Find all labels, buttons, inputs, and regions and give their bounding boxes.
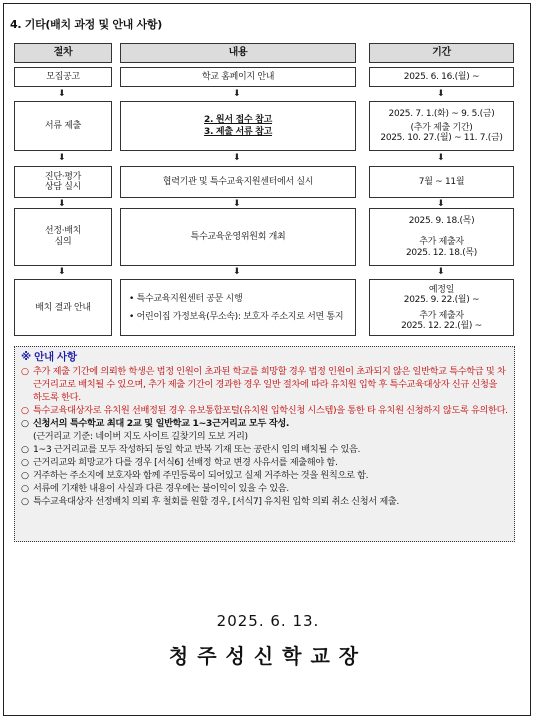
row5-period-line2: 2025. 9. 22.(월) ~ (403, 294, 480, 305)
down-arrow-icon: ⬇ (58, 199, 66, 209)
row2-period (369, 101, 514, 151)
row3-procedure-line1: 진단·평가 (44, 172, 82, 182)
row4-procedure-line2: 심의 (54, 237, 72, 247)
down-arrow-icon: ⬇ (233, 153, 241, 163)
circle-bullet-icon: ○ (21, 366, 29, 377)
circle-bullet-icon: ○ (21, 444, 29, 455)
row5-period-line3: 추가 제출자 (419, 310, 464, 321)
row2-content-line1: 2. 원서 접수 참고 (204, 115, 272, 125)
down-arrow-icon: ⬇ (437, 89, 445, 99)
header-content: 내용 (120, 43, 356, 63)
notice-title: ※ 안내 사항 (21, 351, 77, 363)
down-arrow-icon: ⬇ (233, 199, 241, 209)
row4-period (369, 208, 514, 266)
notice-item: ○ 1~3 근거리교를 모두 작성하되 동일 학교 반복 기재 또는 공란시 임의 배치될 수 있음. (21, 444, 361, 455)
row4-period-line1: 2025. 9. 18.(목) (408, 215, 475, 226)
circle-bullet-icon: ○ (21, 418, 29, 429)
issuer-name: 청주성신학교장 (168, 644, 368, 668)
circle-bullet-icon: ○ (21, 405, 29, 416)
section-title: 4. 기타(배치 과정 및 안내 사항) (10, 18, 162, 31)
row2-period-line3: 2025. 10. 27.(월) ~ 11. 7.(금) (380, 133, 503, 143)
row2-procedure: 서류 제출 (14, 101, 112, 151)
row5-content (120, 279, 356, 336)
down-arrow-icon: ⬇ (437, 199, 445, 209)
row3-procedure (14, 166, 112, 198)
row4-period-line2: 추가 제출자 (419, 236, 464, 247)
row4-procedure (14, 208, 112, 266)
circle-bullet-icon: ○ (21, 457, 29, 468)
row3-period: 7월 ~ 11월 (369, 166, 514, 198)
notice-item: ○ 근거리교와 희망교가 다를 경우 [서식6] 선배정 학교 변경 사유서를 제출해야 함. (21, 457, 338, 468)
down-arrow-icon: ⬇ (233, 267, 241, 277)
notice-item: ○ 추가 제출 기간에 의뢰한 학생은 법정 인원이 초과된 학교를 희망할 경우 법정 인원이 초과되지 않은 일반학교 특수학급 및 차근거리교로 배치될 수 있으며, 추가 제출 기간이 경과한 경우 일반 절차에 따라 유치원 입학 후 특수교육대상자 신규 신청을 하도록 한다. (21, 366, 506, 403)
row4-period-line3: 2025. 12. 18.(목) (405, 247, 478, 258)
row3-procedure-line2: 상담 실시 (44, 182, 82, 192)
notice-item: ○ 특수교육대상자로 유치원 선배정된 경우 유보통합포털(유치원 입학신청 시스템)을 통한 타 유치원 신청하지 않도록 유의한다. (21, 405, 508, 416)
row2-content (120, 101, 356, 151)
circle-bullet-icon: ○ (21, 483, 29, 494)
down-arrow-icon: ⬇ (58, 153, 66, 163)
row5-period-line1: 예정일 (428, 284, 455, 295)
row5-procedure: 배치 결과 안내 (14, 279, 112, 336)
circle-bullet-icon: ○ (21, 470, 29, 481)
notice-item: ○ 신청서의 특수학교 최대 2교 및 일반학교 1~3근거리교 모두 작성. (21, 418, 290, 429)
row5-bullet-1: • 특수교육지원센터 공문 시행 (129, 293, 243, 304)
header-procedure: 절차 (14, 43, 112, 63)
down-arrow-icon: ⬇ (437, 153, 445, 163)
header-period: 기간 (369, 43, 514, 63)
row3-content: 협력기관 및 특수교육지원센터에서 실시 (120, 166, 356, 198)
row2-period-line1: 2025. 7. 1.(화) ~ 9. 5.(금) (388, 109, 495, 119)
down-arrow-icon: ⬇ (58, 89, 66, 99)
down-arrow-icon: ⬇ (437, 267, 445, 277)
notice-item: ○ 거주하는 주소지에 보호자와 함께 주민등록이 되어있고 실제 거주하는 것을 원칙으로 함. (21, 470, 369, 481)
notice-item: ○ 서류에 기재한 내용이 사실과 다른 경우에는 불이익이 있을 수 있음. (21, 483, 289, 494)
row2-period-line2: (추가 제출 기간) (410, 123, 473, 133)
down-arrow-icon: ⬇ (58, 267, 66, 277)
row1-procedure: 모집공고 (14, 67, 112, 87)
down-arrow-icon: ⬇ (233, 89, 241, 99)
row5-period (369, 279, 514, 336)
circle-bullet-icon: ○ (21, 496, 29, 507)
row1-content: 학교 홈페이지 안내 (120, 67, 356, 87)
row5-period-line4: 2025. 12. 22.(월) ~ (401, 320, 482, 331)
row2-content-line2: 3. 제출 서류 참고 (204, 127, 272, 137)
row5-bullet-2: • 어린이집 가정보육(무소속): 보호자 주소지로 서면 통지 (129, 311, 344, 322)
notice-box (14, 346, 515, 542)
row4-content: 특수교육운영위원회 개최 (120, 208, 356, 266)
row4-procedure-line1: 선정·배치 (44, 226, 82, 236)
row1-period: 2025. 6. 16.(월) ~ (369, 67, 514, 87)
issue-date: 2025. 6. 13. (216, 612, 320, 630)
notice-item: ○ 특수교육대상자 선정배치 의뢰 후 철회를 원할 경우, [서식7] 유치원 입학 의뢰 취소 신청서 제출. (21, 496, 399, 507)
notice-item-sub: (근거리교 기준: 네이버 지도 사이트 길찾기의 도보 거리) (33, 431, 248, 442)
